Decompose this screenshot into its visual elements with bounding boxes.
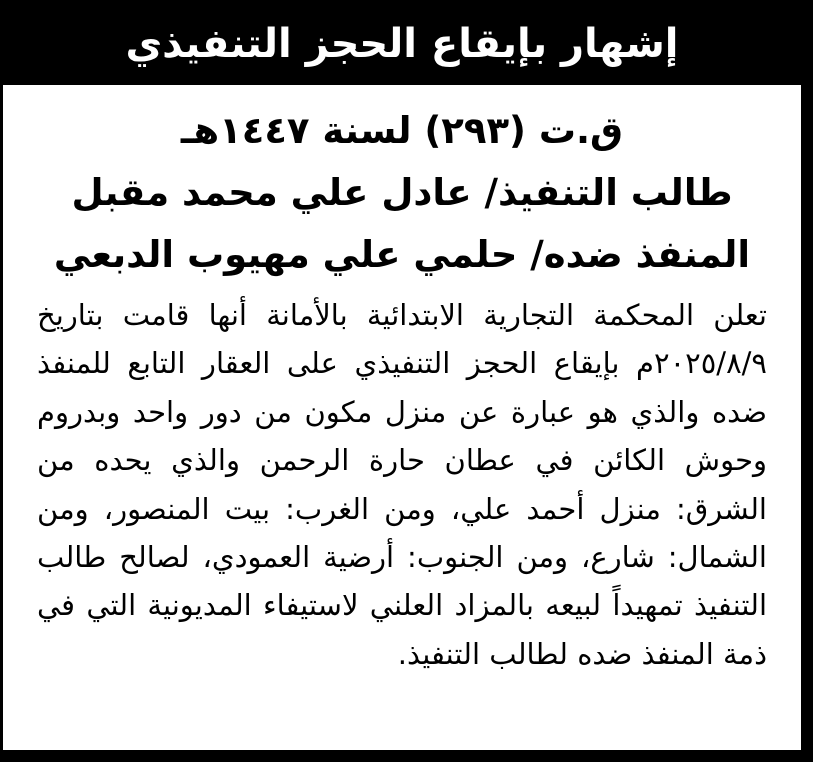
case-number: ق.ت (٢٩٣) لسنة ١٤٤٧هـ: [180, 108, 624, 152]
notice-body: [3, 285, 801, 678]
notice-body-paragraph: تعلن المحكمة التجارية الابتدائية بالأمانة أنها قامت بتاريخ ٢٠٢٥/٨/٩م بإيقاع الحجز التنفيذي على العقار التابع للمنفذ ضده والذي هو عبارة عن منزل مكون من دور واحد وبدروم وحوش الكائن في عطان حارة الرحمن والذي يحده من الشرق: منزل أحمد علي، ومن الغرب: بيت المنصور، ومن الشمال: شارع، ومن الجنوب: أرضية العمودي، لصالح طالب التنفيذ تمهيداً لبيعه بالمزاد العلني لاستيفاء المديونية التي في ذمة المنفذ ضده لطالب التنفيذ.: [37, 298, 767, 671]
notice-header-bar: [3, 3, 801, 85]
enforcement-applicant: طالب التنفيذ/ عادل علي محمد مقبل: [71, 170, 733, 214]
notice-title: إشهار بإيقاع الحجز التنفيذي: [125, 21, 679, 67]
enforcement-respondent: المنفذ ضده/ حلمي علي مهيوب الدبعي: [53, 232, 751, 276]
case-headings: [3, 85, 801, 285]
